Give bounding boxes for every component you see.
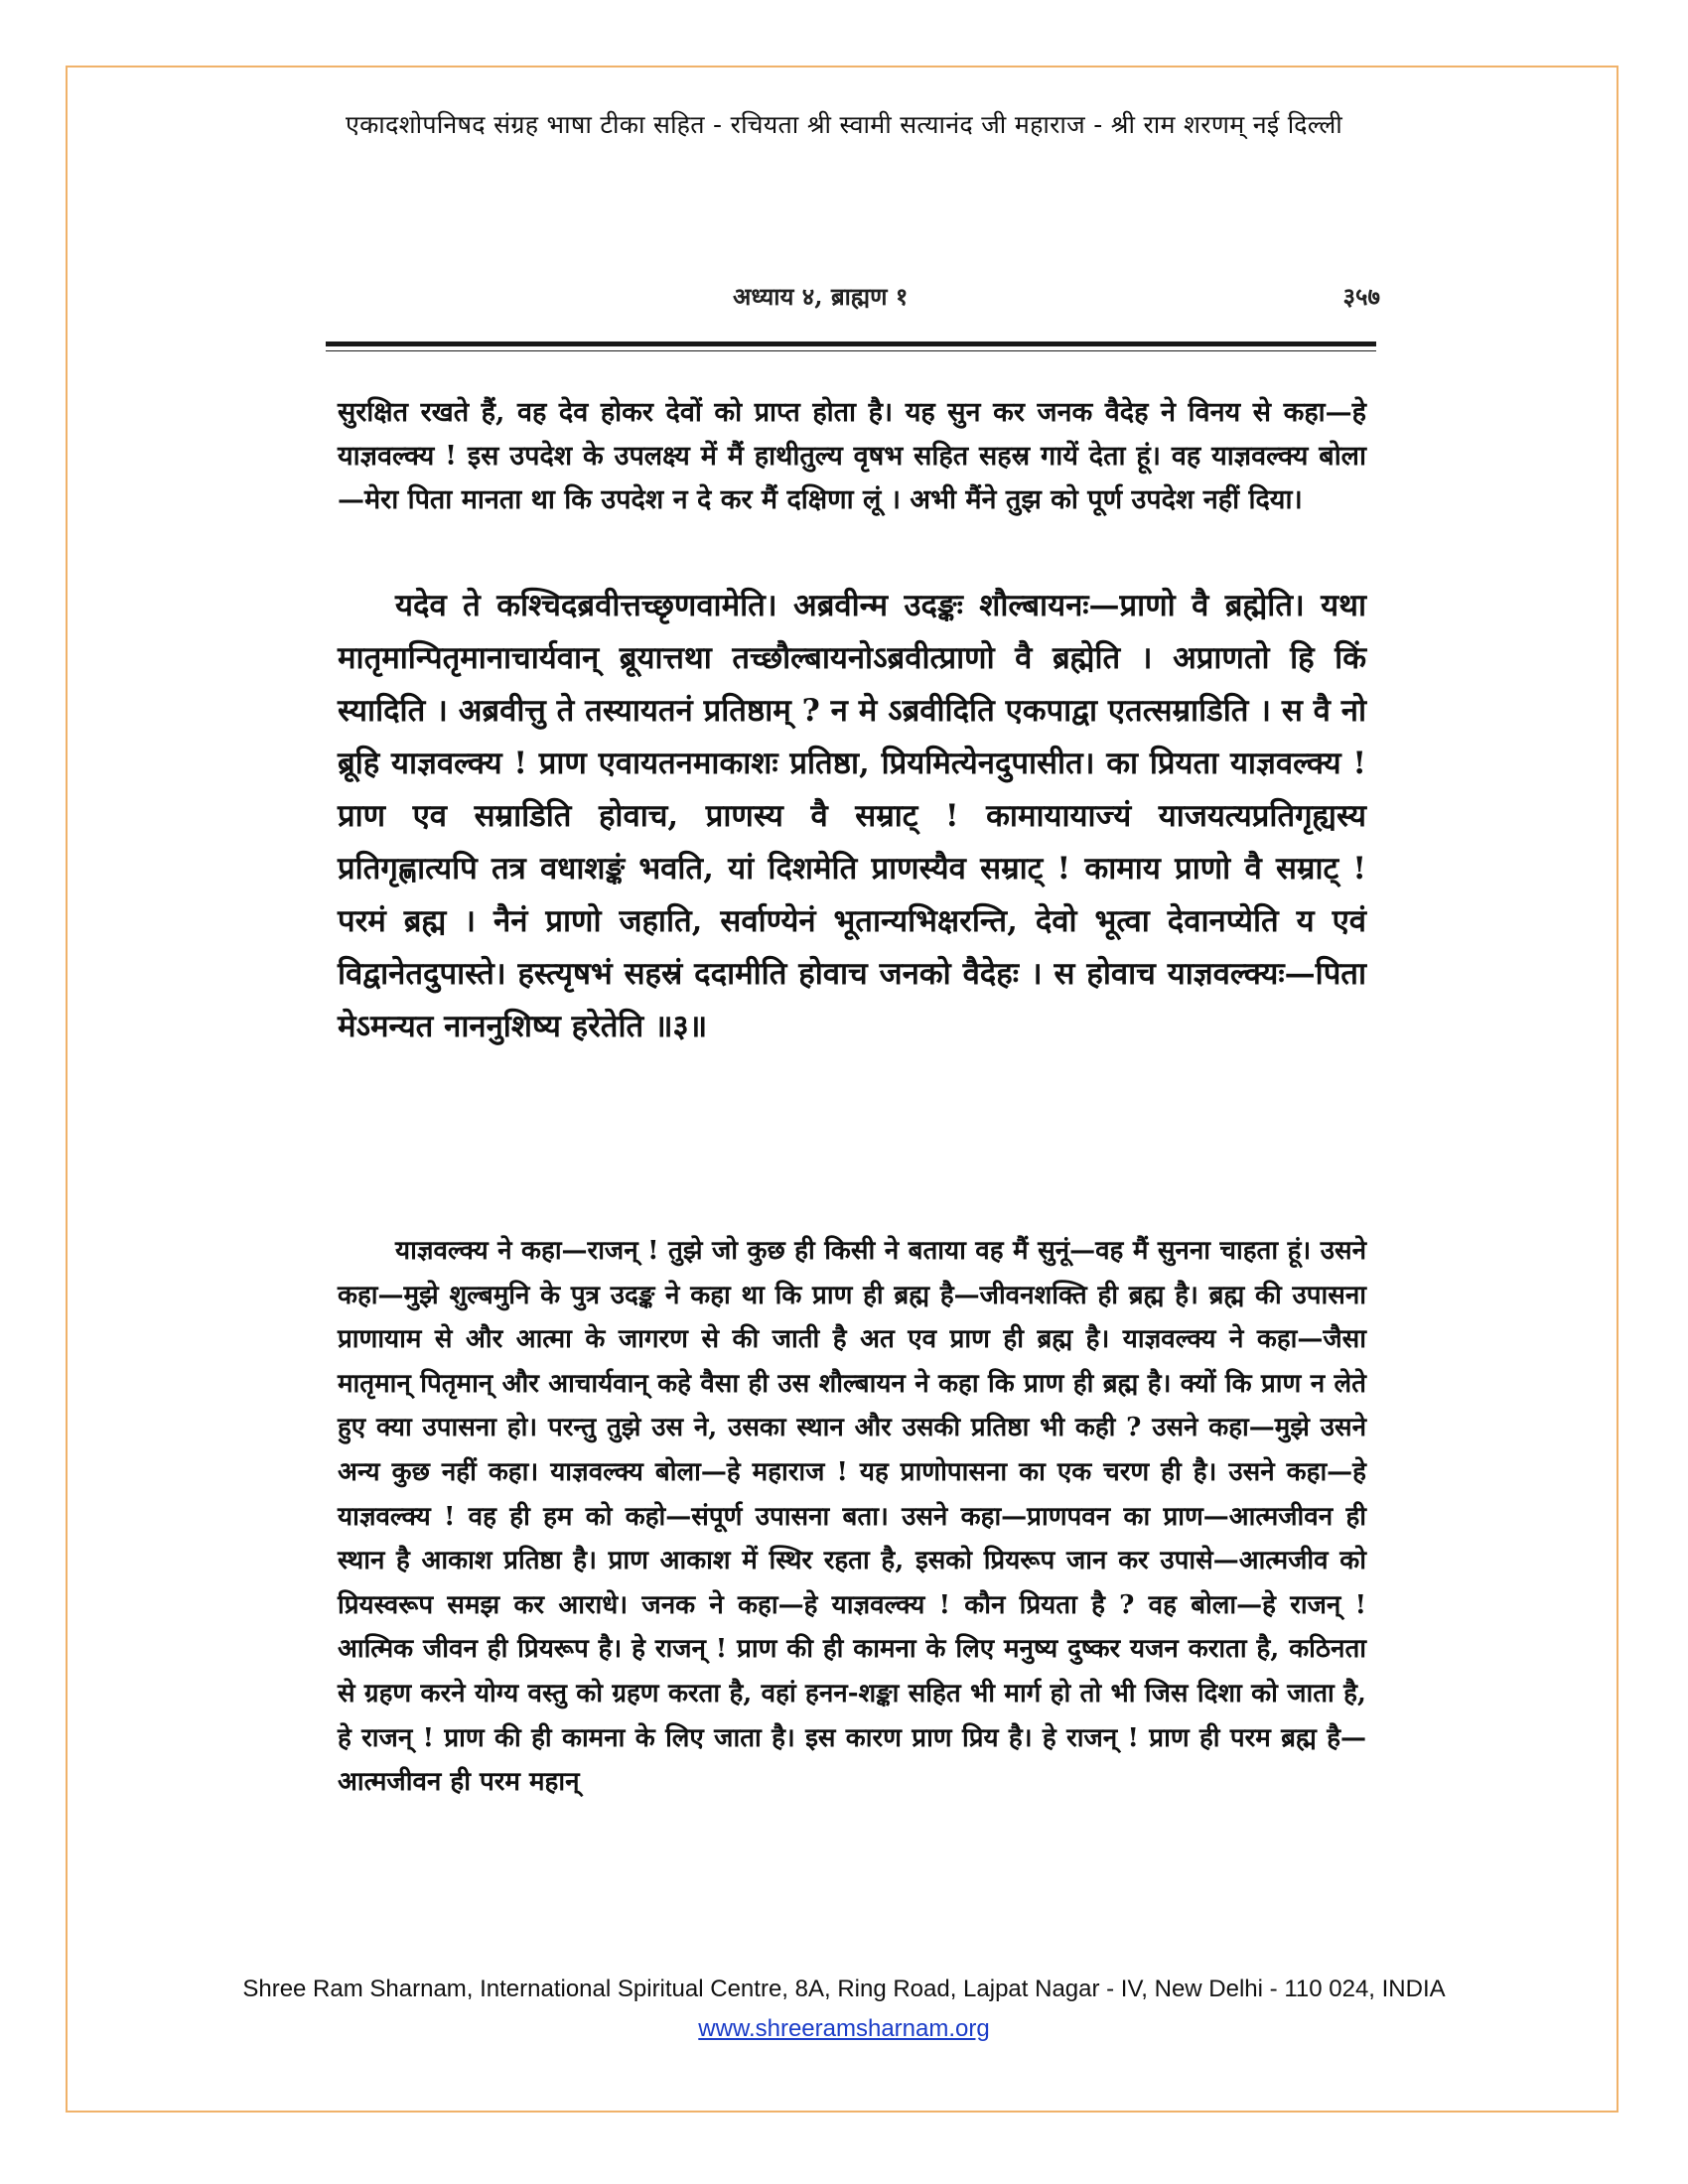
chapter-label: अध्याय ४, ब्राह्मण १ xyxy=(733,282,909,311)
header-rule-thick xyxy=(326,341,1376,346)
footer-website-container xyxy=(0,2015,1688,2043)
hindi-commentary: याज्ञवल्क्य ने कहा—राजन् ! तुझे जो कुछ ही किसी ने बताया वह मैं सुनूं—वह मैं सुनना चाहता हूं। उसने कहा—मुझे शुल्बमुनि के पुत्र उदङ्क ने कहा था कि प्राण ही ब्रह्म है—जीवनशक्ति ही ब्रह्म है। ब्रह्म की उपासना प्राणायाम से और आत्मा के जागरण से की जाती है अत एव प्राण ही ब्रह्म है। याज्ञवल्क्य ने कहा—जैसा मातृमान् पितृमान् और आचार्यवान् कहे वैसा ही उस शौल्बायन ने कहा कि प्राण ही ब्रह्म है। क्यों कि प्राण न लेते हुए क्या उपासना हो। परन्तु तुझे उस ने, उसका स्थान और उसकी प्रतिष्ठा भी कही ? उसने कहा—मुझे उसने अन्य कुछ नहीं कहा। याज्ञवल्क्य बोला—हे महाराज ! यह प्राणोपासना का एक चरण ही है। उसने कहा—हे याज्ञवल्क्य ! वह ही हम को कहो—संपूर्ण उपासना बता। उसने कहा—प्राणपवन का प्राण—आत्मजीवन ही स्थान है आकाश प्रतिष्ठा है। प्राण आकाश में स्थिर रहता है, इसको प्रियरूप जान कर उपासे—आत्मजीव को प्रियस्वरूप समझ कर आराधे। जनक ने कहा—हे याज्ञवल्क्य ! कौन प्रियता है ? वह बोला—हे राजन् ! आत्मिक जीवन ही प्रियरूप है। हे राजन् ! प्राण की ही कामना के लिए मनुष्य दुष्कर यजन कराता है, कठिनता से ग्रहण करने योग्य वस्तु को ग्रहण करता है, वहां हनन-शङ्का सहित भी मार्ग हो तो भी जिस दिशा को जाता है, हे राजन् ! प्राण की ही कामना के लिए जाता है। इस कारण प्राण प्रिय है। हे राजन् ! प्राण ही परम ब्रह्म है—आत्मजीवन ही परम महान् xyxy=(338,1236,1366,1798)
header-rule-thin xyxy=(326,350,1376,351)
footer-address: Shree Ram Sharnam, International Spiritual Centre, 8A, Ring Road, Lajpat Nagar - IV, New Delhi - 110 024, INDIA xyxy=(242,1976,1446,2002)
hindi-paragraph-intro: सुरक्षित रखते हैं, वह देव होकर देवों को प्राप्त होता है। यह सुन कर जनक वैदेह ने विनय से कहा—हे याज्ञवल्क्य ! इस उपदेश के उपलक्ष्य में मैं हाथीतुल्य वृषभ सहित सहस्र गायें देता हूं। वह याज्ञवल्क्य बोला —मेरा पिता मानता था कि उपदेश न दे कर मैं दक्षिणा लूं । अभी मैंने तुझ को पूर्ण उपदेश नहीं दिया। xyxy=(338,397,1366,515)
website-link[interactable]: www.shreeramsharnam.org xyxy=(698,2015,990,2042)
page-frame xyxy=(66,66,1618,2113)
page-number: ३५७ xyxy=(1342,282,1380,311)
document-header: एकादशोपनिषद संग्रह भाषा टीका सहित - रचियता श्री स्वामी सत्यानंद जी महाराज - श्री राम शरणम् नई दिल्ली xyxy=(345,110,1343,139)
sanskrit-verse: यदेव ते कश्चिदब्रवीत्तच्छृणवामेति। अब्रवीन्म उदङ्कः शौल्बायनः—प्राणो वै ब्रह्मेति। यथा मातृमान्पितृमानाचार्यवान् ब्रूयात्तथा तच्छौल्बायनोऽब्रवीत्प्राणो वै ब्रह्मेति । अप्राणतो हि किं स्यादिति । अब्रवीत्तु ते तस्यायतनं प्रतिष्ठाम् ? न मे ऽब्रवीदिति एकपाद्वा एतत्सम्राडिति । स वै नो ब्रूहि याज्ञवल्क्य ! प्राण एवायतनमाकाशः प्रतिष्ठा, प्रियमित्येनदुपासीत। का प्रियता याज्ञवल्क्य ! प्राण एव सम्राडिति होवाच, प्राणस्य वै सम्राट् ! कामायायाज्यं याजयत्यप्रतिगृह्यस्य प्रतिगृह्णात्यपि तत्र वधाशङ्कं भवति, यां दिशमेति प्राणस्यैव सम्राट् ! कामाय प्राणो वै सम्राट् ! परमं ब्रह्म । नैनं प्राणो जहाति, सर्वाण्येनं भूतान्यभिक्षरन्ति, देवो भूत्वा देवानप्येति य एवं विद्वानेतदुपास्ते। हस्त्यृषभं सहस्रं ददामीति होवाच जनको वैदेहः । स होवाच याज्ञवल्क्यः—पिता मेऽमन्यत नाननुशिष्य हरेतेति ॥३॥ xyxy=(338,588,1366,1044)
